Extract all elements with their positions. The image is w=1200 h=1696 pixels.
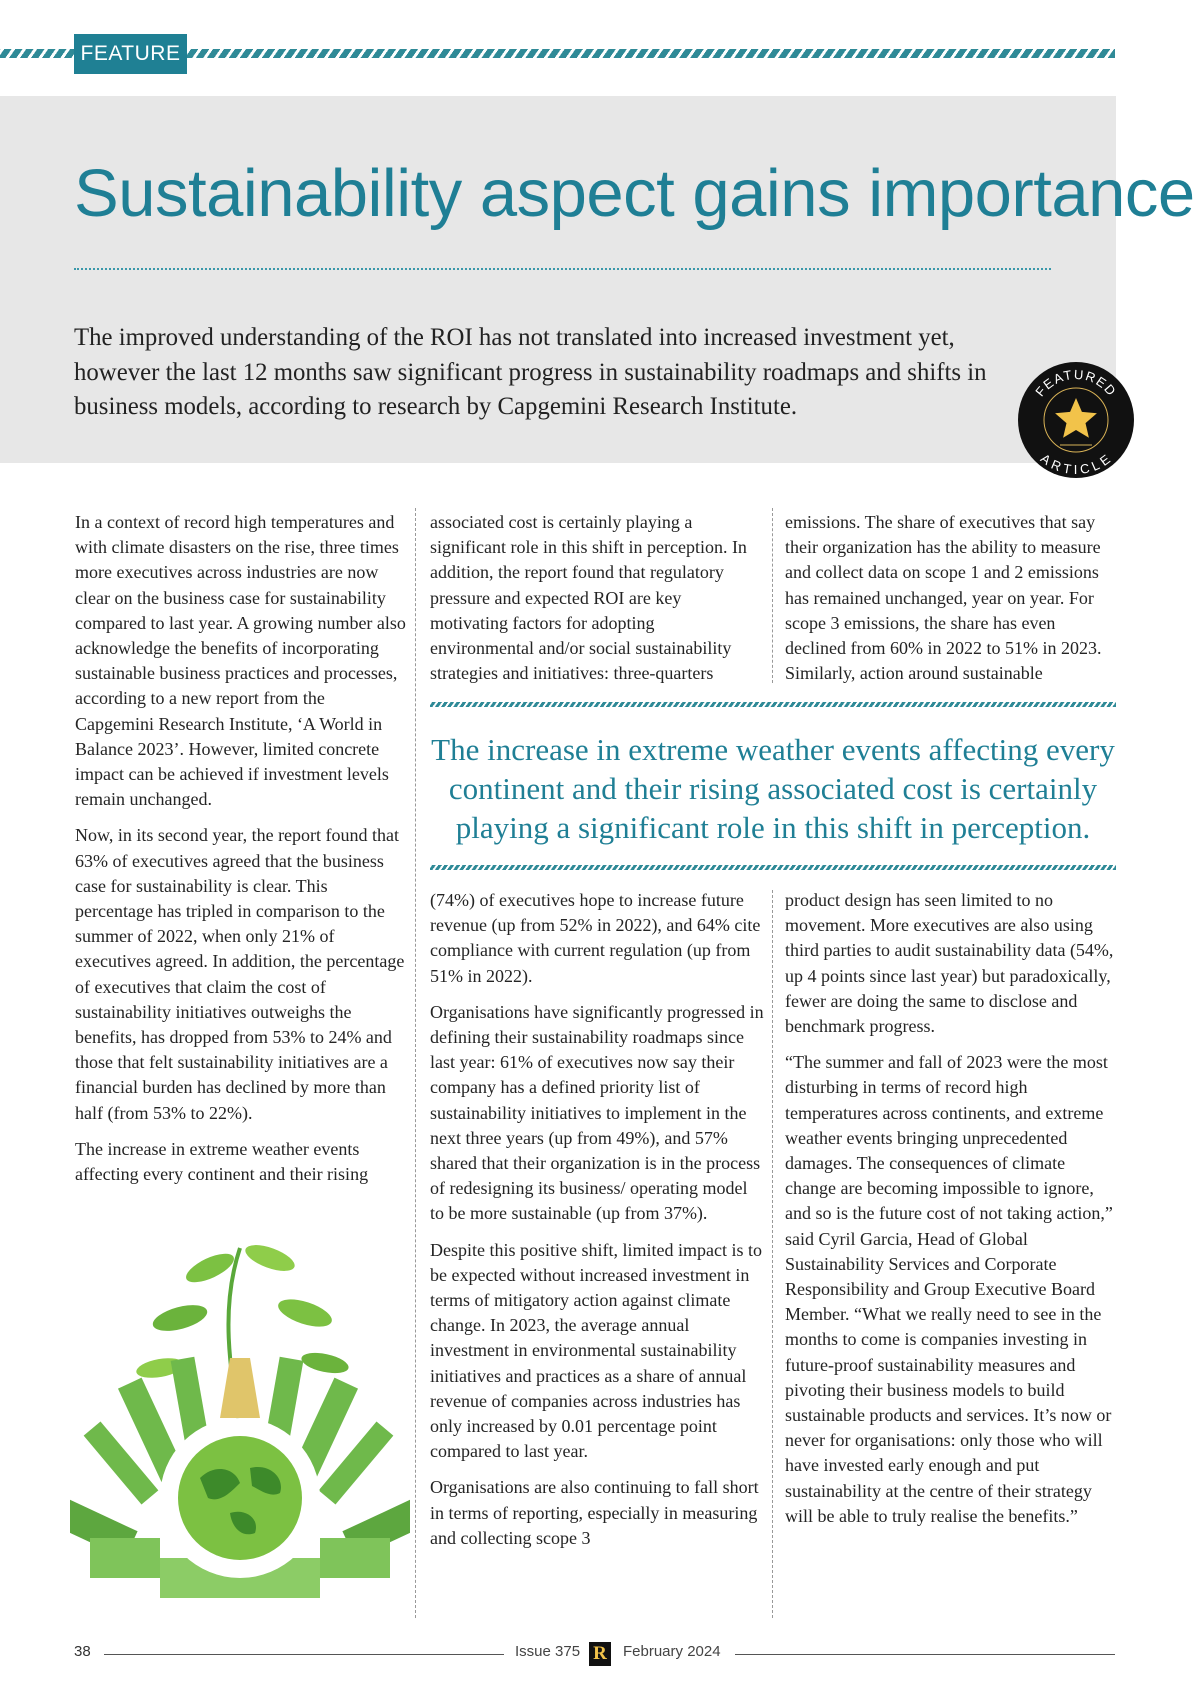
pull-quote: The increase in extreme weather events affecting every continent and their rising associated cost is certainly playing a significant role in this shift in perception. <box>431 732 1115 845</box>
publication-logo: R <box>589 1642 611 1666</box>
column-rule <box>415 508 416 1618</box>
column-2-bottom <box>430 888 765 1562</box>
paragraph: (74%) of executives hope to increase future revenue (up from 52% in 2022), and 64% cite compliance with current regulation (up from 51% in 2022). <box>430 890 761 986</box>
featured-article-badge <box>1017 361 1135 479</box>
green-city-globe-illustration <box>70 1228 410 1608</box>
footer-rule <box>104 1654 504 1655</box>
paragraph: The increase in extreme weather events affecting every continent and their rising <box>75 1138 369 1185</box>
page-number: 38 <box>74 1643 91 1660</box>
paragraph: Organisations are also continuing to fall short in terms of reporting, especially in measuring and collecting scope 3 <box>430 1477 759 1548</box>
title-divider <box>74 268 1051 270</box>
pullquote-rule-bottom <box>430 865 1116 870</box>
issue-number: Issue 375 <box>515 1643 581 1660</box>
paragraph: “The summer and fall of 2023 were the most disturbing in terms of record high temperatures across continents, and extreme weather events bringing unprecedented damages. The consequences of climate change are becoming impossible to ignore, and so is the future cost of not taking action,” said Cyril Garcia, Head of Global Sustainability Services and Corporate Responsibility and Group Executive Board Member. “What we really need to see in the months to come is companies investing in future-proof sustainability measures and pivoting their business models to build sustainable products and services. It’s now or never for organisations: only those who will have invested early enough and put sustainability at the centre of their strategy will be able to truly realise the benefits.” <box>785 1052 1113 1526</box>
column-rule <box>772 508 773 683</box>
issue-date: February 2024 <box>623 1643 721 1660</box>
paragraph: Now, in its second year, the report found that 63% of executives agreed that the business case for sustainability is clear. This percentage has tripled in comparison to the summer of 2022, when only 21% of executives agreed. In addition, the percentage of executives that claim the cost of sustainability initiatives outweighs the benefits, has dropped from 53% to 24% and those that felt sustainability initiatives are a financial burden has declined by more than half (from 53% to 22%). <box>75 825 405 1123</box>
column-3-bottom <box>785 888 1115 1540</box>
globe-icon <box>178 1436 302 1560</box>
column-2-top <box>430 510 760 697</box>
paragraph: product design has seen limited to no movement. More executives are also using third parties to audit sustainability data (54%, up 4 points since last year) but paradoxically, fewer are doing the same to disclose and benchmark progress. <box>785 890 1114 1037</box>
paragraph: In a context of record high temperatures and with climate disasters on the rise, three times more executives across industries are now clear on the business case for sustainability compared to last year. A growing number also acknowledge the benefits of incorporating sustainable business practices and processes, according to a new report from the Capgemini Research Institute, ‘A World in Balance 2023’. However, limited concrete impact can be achieved if investment levels remain unchanged. <box>75 512 406 810</box>
pullquote-rule-top <box>430 702 1116 707</box>
paragraph: Despite this positive shift, limited impact is to be expected without increased investment in terms of mitigatory action against climate change. In 2023, the average annual investment in environmental sustainability initiatives and practices as a share of annual revenue of companies across industries has only increased by 0.01 percentage point compared to last year. <box>430 1239 762 1462</box>
paragraph: emissions. The share of executives that say their organization has the ability to measure and collect data on scope 1 and 2 emissions has remained unchanged, year on year. For scope 3 emissions, the share has even declined from 60% in 2022 to 51% in 2023. Similarly, action around sustainable <box>785 512 1102 684</box>
column-rule <box>772 890 773 1618</box>
article-title: Sustainability aspect gains importance <box>74 156 1195 231</box>
section-tag: FEATURE <box>74 34 187 74</box>
badge-top-text: FEATURED <box>1032 366 1120 400</box>
column-1 <box>75 510 408 1198</box>
paragraph: Organisations have significantly progressed in defining their sustainability roadmaps since last year: 61% of executives now say their company has a defined priority list of sustainability initiatives to implement in the next three years (up from 49%), and 57% shared that their organization is in the process of redesigning its business/ operating model to be more sustainable (up from 37%). <box>430 1001 764 1224</box>
badge-bottom-text: ARTICLE <box>1037 450 1115 478</box>
column-3-top <box>785 510 1120 697</box>
footer-rule <box>735 1654 1115 1655</box>
standfirst: The improved understanding of the ROI has not translated into increased investment yet, however the last 12 months saw significant progress in sustainability roadmaps and shifts in business models, according to research by Capgemini Research Institute. <box>74 324 987 420</box>
paragraph: associated cost is certainly playing a significant role in this shift in perception. In addition, the report found that regulatory pressure and expected ROI are key motivating factors for adopting environmental and/or social sustainability strategies and initiatives: three-quarters <box>430 512 747 684</box>
